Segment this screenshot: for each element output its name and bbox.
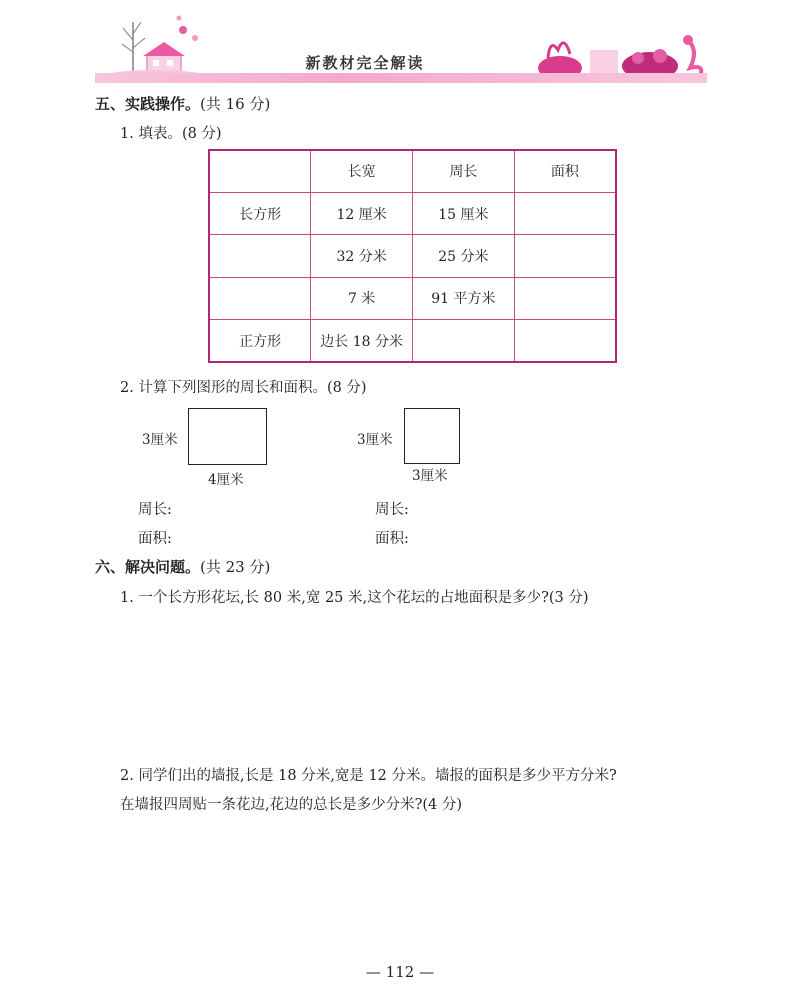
table-header-cell: 周长 (413, 150, 515, 192)
table-cell: 12 厘米 (311, 192, 413, 234)
section6-title-text: 六、解决问题。 (95, 558, 201, 576)
table-cell-answer[interactable] (514, 320, 616, 362)
fig1-side-label: 3厘米 (142, 432, 178, 448)
table-cell: 正方形 (209, 320, 311, 362)
table-cell (209, 277, 311, 319)
page-number: — 112 — (365, 963, 435, 981)
section5-title-text: 五、实践操作。 (95, 95, 201, 113)
section5-title (95, 93, 270, 114)
fig2-perimeter-label: 周长: (375, 502, 409, 518)
table-cell: 15 厘米 (413, 192, 515, 234)
fig1-perimeter-label: 周长: (138, 502, 172, 518)
table-row (209, 192, 616, 234)
rectangle-figure (188, 408, 267, 465)
table-row (209, 320, 616, 362)
table-cell-answer[interactable] (514, 277, 616, 319)
square-figure (404, 408, 460, 464)
section5-points: (共 16 分) (200, 95, 271, 113)
section6-points: (共 23 分) (200, 558, 271, 576)
table-cell: 32 分米 (311, 235, 413, 277)
fig1-area-label: 面积: (138, 531, 172, 547)
fig2-side-label: 3厘米 (357, 432, 393, 448)
section5-q1: 1. 填表。(8 分) (120, 126, 222, 142)
section5-q2: 2. 计算下列图形的周长和面积。(8 分) (120, 380, 367, 396)
table-cell: 长方形 (209, 192, 311, 234)
section6-title (95, 556, 270, 577)
fill-in-table (208, 149, 617, 363)
table-cell: 91 平方米 (413, 277, 515, 319)
fig2-bottom-label: 3厘米 (412, 468, 448, 484)
section6-q2-line2: 在墙报四周贴一条花边,花边的总长是多少分米?(4 分) (120, 797, 463, 813)
table-cell: 25 分米 (413, 235, 515, 277)
table-cell-answer[interactable] (514, 235, 616, 277)
section6-q2-line1: 2. 同学们出的墙报,长是 18 分米,宽是 12 分米。墙报的面积是多少平方分米? (120, 768, 617, 784)
table-cell (209, 235, 311, 277)
table-cell-answer[interactable] (514, 192, 616, 234)
page-header (95, 10, 707, 90)
fig1-bottom-label: 4厘米 (208, 472, 244, 488)
section6-q1: 1. 一个长方形花坛,长 80 米,宽 25 米,这个花坛的占地面积是多少?(3 分) (120, 590, 589, 606)
table-header-cell: 面积 (514, 150, 616, 192)
fig2-area-label: 面积: (375, 531, 409, 547)
table-header-row (209, 150, 616, 192)
table-header-cell (209, 150, 311, 192)
table-row (209, 277, 616, 319)
table-cell: 7 米 (311, 277, 413, 319)
table-header-cell: 长宽 (311, 150, 413, 192)
header-band (95, 73, 707, 83)
table-row (209, 235, 616, 277)
table-cell: 边长 18 分米 (311, 320, 413, 362)
table-cell-answer[interactable] (413, 320, 515, 362)
house-tree-decoration-icon (95, 10, 225, 82)
book-title: 新教材完全解读 (305, 54, 425, 72)
